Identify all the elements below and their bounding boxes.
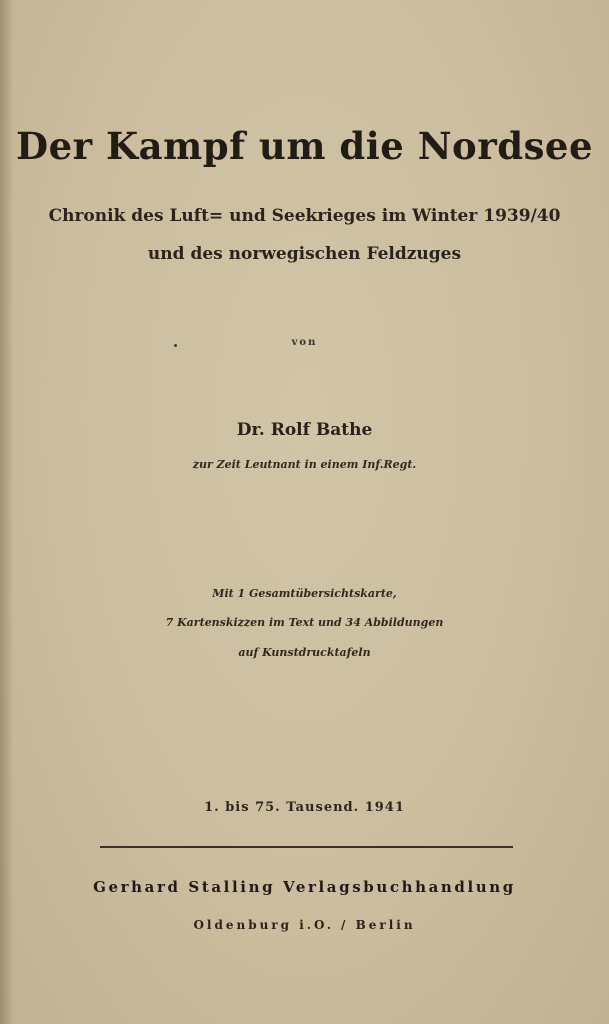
contents-line-1: Mit 1 Gesamtübersichtskarte, bbox=[212, 587, 397, 600]
contents-line-2: 7 Kartenskizzen im Text und 34 Abbildungen bbox=[165, 616, 444, 629]
publisher-name: Gerhard Stalling Verlagsbuchhandlung bbox=[93, 878, 516, 896]
byline: von bbox=[291, 337, 318, 348]
contents-line-3: auf Kunstdrucktafeln bbox=[238, 646, 371, 659]
author-name: Dr. Rolf Bathe bbox=[236, 420, 373, 440]
horizontal-rule bbox=[100, 846, 513, 848]
book-title: Der Kampf um die Nordsee bbox=[15, 124, 593, 168]
author-rank: zur Zeit Leutnant in einem Inf.Regt. bbox=[192, 458, 417, 471]
subtitle-line-2: und des norwegischen Feldzuges bbox=[147, 244, 462, 264]
edition-note: 1. bis 75. Tausend. 1941 bbox=[204, 800, 405, 815]
subtitle-line-1: Chronik des Luft= und Seekrieges im Winter 1939/40 bbox=[48, 206, 561, 226]
publisher-place: Oldenburg i.O. / Berlin bbox=[193, 918, 416, 932]
